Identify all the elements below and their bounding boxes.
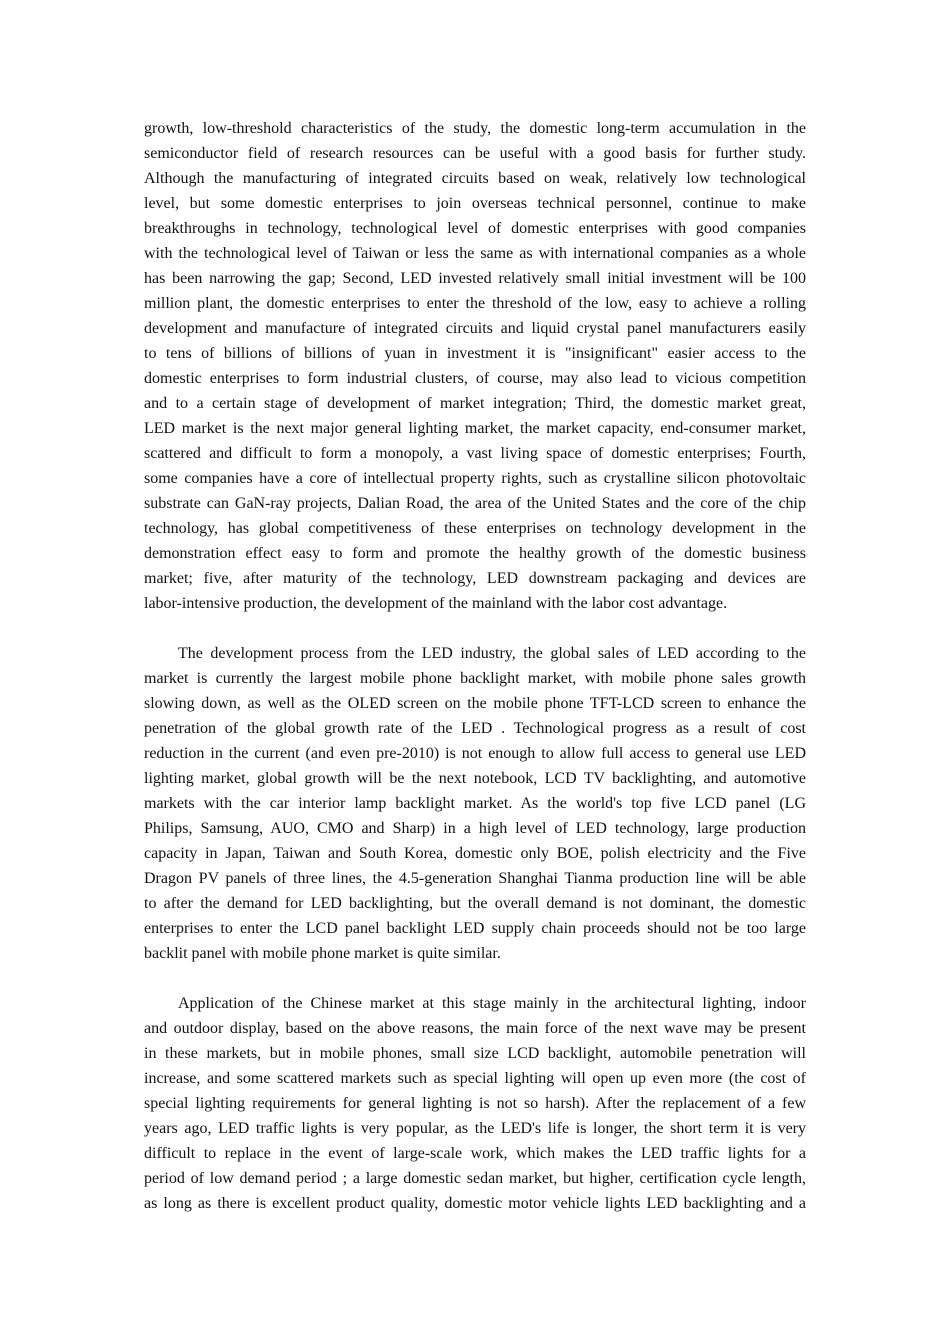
- text-line: difficult to replace in the event of large-scale work, which makes the LED traffic lights for a: [144, 1145, 806, 1162]
- text-line: LED market is the next major general lighting market, the market capacity, end-consumer market,: [144, 420, 806, 437]
- paragraph: [144, 116, 806, 616]
- text-line: markets with the car interior lamp backlight market. As the world's top five LCD panel (LG: [144, 795, 806, 812]
- text-line: penetration of the global growth rate of the LED . Technological progress as a result of cost: [144, 720, 806, 737]
- text-line: has been narrowing the gap; Second, LED invested relatively small initial investment will be 100: [144, 270, 806, 287]
- text-line: special lighting requirements for general lighting is not so harsh). After the replacement of a few: [144, 1095, 806, 1112]
- text-line: market; five, after maturity of the technology, LED downstream packaging and devices are: [144, 570, 806, 587]
- text-line: years ago, LED traffic lights is very popular, as the LED's life is longer, the short term it is very: [144, 1120, 806, 1137]
- text-line: scattered and difficult to form a monopoly, a vast living space of domestic enterprises; Fourth,: [144, 445, 806, 462]
- text-line: Philips, Samsung, AUO, CMO and Sharp) in a high level of LED technology, large production: [144, 820, 806, 837]
- text-line: market is currently the largest mobile phone backlight market, with mobile phone sales growth: [144, 670, 806, 687]
- text-line: labor-intensive production, the development of the mainland with the labor cost advantage.: [144, 595, 728, 612]
- text-line: with the technological level of Taiwan or less the same as with international companies as a whole: [144, 245, 806, 262]
- text-line: backlit panel with mobile phone market is quite similar.: [144, 945, 501, 962]
- text-line: technology, has global competitiveness of these enterprises on technology development in the: [144, 520, 806, 537]
- text-line: substrate can GaN-ray projects, Dalian Road, the area of the United States and the core of the chip: [144, 495, 806, 512]
- text-line: slowing down, as well as the OLED screen on the mobile phone TFT-LCD screen to enhance the: [144, 695, 806, 712]
- text-line: demonstration effect easy to form and promote the healthy growth of the domestic business: [144, 545, 806, 562]
- text-line: growth, low-threshold characteristics of the study, the domestic long-term accumulation in the: [144, 120, 806, 137]
- text-line: to tens of billions of billions of yuan in investment it is "insignificant" easier access to the: [144, 345, 806, 362]
- text-line: reduction in the current (and even pre-2010) is not enough to allow full access to general use LED: [144, 745, 806, 762]
- text-line: enterprises to enter the LCD panel backlight LED supply chain proceeds should not be too large: [144, 920, 806, 937]
- text-line: breakthroughs in technology, technological level of domestic enterprises with good companies: [144, 220, 806, 237]
- text-line: capacity in Japan, Taiwan and South Korea, domestic only BOE, polish electricity and the Five: [144, 845, 806, 862]
- text-line: and outdoor display, based on the above reasons, the main force of the next wave may be present: [144, 1020, 806, 1037]
- text-line: development and manufacture of integrated circuits and liquid crystal panel manufacturers easily: [144, 320, 806, 337]
- text-line: Dragon PV panels of three lines, the 4.5-generation Shanghai Tianma production line will be able: [144, 870, 806, 887]
- text-line: Although the manufacturing of integrated circuits based on weak, relatively low technological: [144, 170, 806, 187]
- paragraph: [144, 641, 806, 966]
- text-line: increase, and some scattered markets such as special lighting will open up even more (the cost of: [144, 1070, 806, 1087]
- paragraph: [144, 991, 806, 1216]
- document-page: [144, 116, 806, 1241]
- text-line: to after the demand for LED backlighting, but the overall demand is not dominant, the domestic: [144, 895, 806, 912]
- text-line: in these markets, but in mobile phones, small size LCD backlight, automobile penetration will: [144, 1045, 806, 1062]
- text-line: level, but some domestic enterprises to join overseas technical personnel, continue to make: [144, 195, 806, 212]
- text-line: as long as there is excellent product quality, domestic motor vehicle lights LED backlighting and a: [144, 1195, 806, 1212]
- text-line: domestic enterprises to form industrial clusters, of course, may also lead to vicious competition: [144, 370, 806, 387]
- text-line: semiconductor field of research resources can be useful with a good basis for further study.: [144, 145, 806, 162]
- text-line: some companies have a core of intellectual property rights, such as crystalline silicon photovoltaic: [144, 470, 806, 487]
- text-line: The development process from the LED industry, the global sales of LED according to the: [178, 645, 806, 662]
- text-line: and to a certain stage of development of market integration; Third, the domestic market great,: [144, 395, 806, 412]
- text-line: Application of the Chinese market at this stage mainly in the architectural lighting, indoor: [178, 995, 806, 1012]
- text-line: lighting market, global growth will be the next notebook, LCD TV backlighting, and automotive: [144, 770, 806, 787]
- text-line: period of low demand period ; a large domestic sedan market, but higher, certification cycle length,: [144, 1170, 806, 1187]
- text-line: million plant, the domestic enterprises to enter the threshold of the low, easy to achieve a rolling: [144, 295, 806, 312]
